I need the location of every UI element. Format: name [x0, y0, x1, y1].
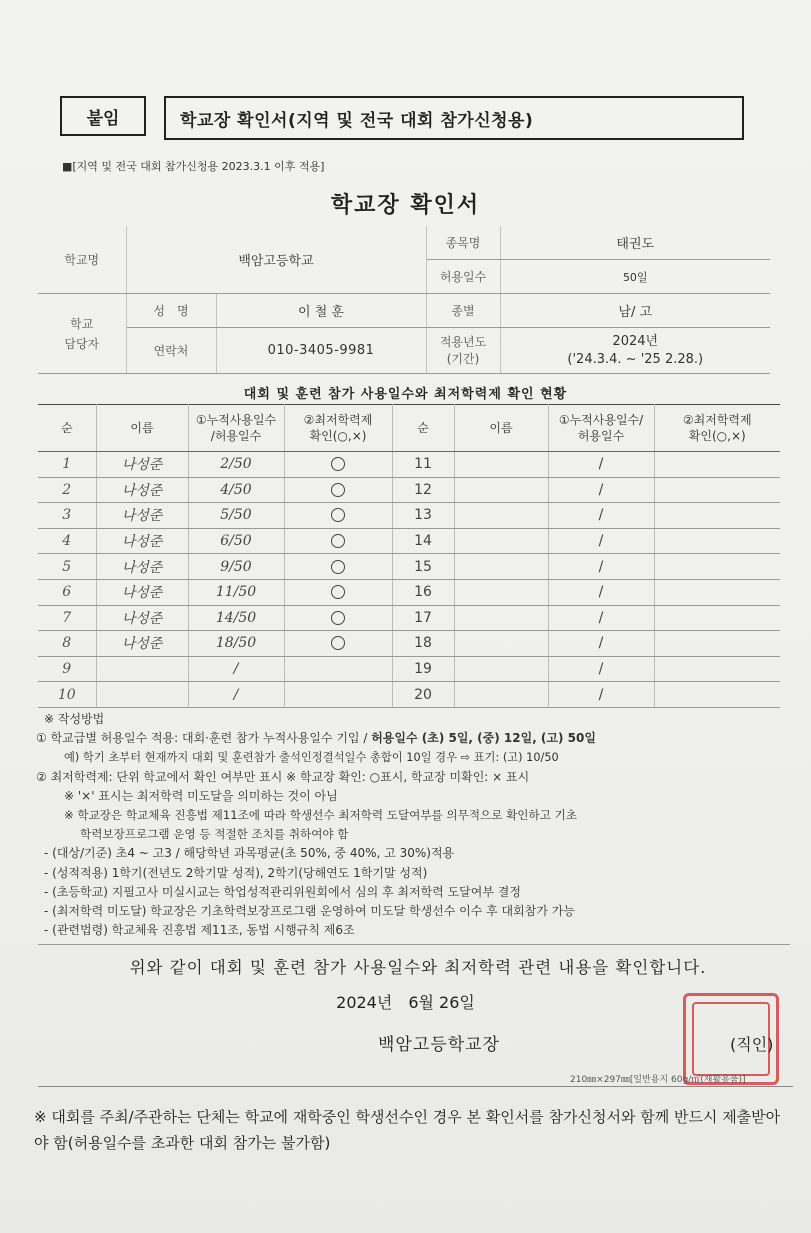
row-name — [454, 528, 548, 554]
row-no: 10 — [38, 682, 96, 708]
check-circle-icon — [331, 636, 345, 650]
row-check — [284, 452, 392, 478]
check-circle-icon — [331, 508, 345, 522]
row-no: 19 — [392, 656, 454, 682]
principal-name: 백암고등학교장 — [378, 1035, 500, 1055]
col-no-2: 순 — [392, 405, 454, 452]
row-name: 나성준 — [96, 579, 188, 605]
row-name — [454, 579, 548, 605]
table-row — [38, 631, 780, 657]
row-days: / — [548, 452, 654, 478]
writing-instructions — [36, 710, 796, 940]
contact-label: 연락처 — [126, 328, 216, 374]
row-name — [454, 656, 548, 682]
row-name — [454, 452, 548, 478]
check-circle-icon — [331, 457, 345, 471]
table-row — [38, 554, 780, 580]
row-check — [654, 554, 780, 580]
row-name: 나성준 — [96, 503, 188, 529]
period-value: ('24.3.4. ~ '25 2.28.) — [567, 351, 704, 367]
row-check — [654, 605, 780, 631]
note-1 — [36, 729, 796, 748]
note-9: - (관련법령) 학교체육 진흥법 제11조, 동법 시행규칙 제6조 — [44, 923, 355, 938]
row-days: 5/50 — [188, 503, 284, 529]
school-info-table — [38, 226, 770, 374]
row-no: 20 — [392, 682, 454, 708]
table-row — [38, 477, 780, 503]
note-1-example: 예) 학기 초부터 현재까지 대회 및 훈련참가 출석인정결석일수 총합이 10일 경우 ⇨ 표기: (고) 10/50 — [64, 751, 559, 765]
check-circle-icon — [331, 585, 345, 599]
footer-note: ※ 대회를 주최/주관하는 단체는 학교에 재학중인 학생선수인 경우 본 확인서를 참가신청서와 함께 반드시 제출받아야 함(허용일수를 초과한 대회 참가는 불가함) — [34, 1108, 781, 1152]
row-check — [284, 554, 392, 580]
row-check — [284, 579, 392, 605]
row-check — [284, 528, 392, 554]
manager-label: 학교 담당자 — [38, 294, 126, 374]
row-days: / — [548, 503, 654, 529]
check-circle-icon — [331, 611, 345, 625]
paper-size: 210㎜×297㎜[일반용지 60g/㎡(재활용품)] — [570, 1075, 746, 1085]
note-1-text: ① 학교급별 허용일수 적용: 대회·훈련 참가 누적사용일수 기입 / — [36, 731, 372, 746]
row-check — [654, 477, 780, 503]
year-cell — [500, 328, 770, 374]
note-1-bold: 허용일수 (초) 5일, (중) 12일, (고) 50일 — [371, 731, 596, 746]
row-no: 13 — [392, 503, 454, 529]
sport-label: 종목명 — [426, 226, 500, 260]
usage-table — [38, 404, 780, 708]
row-name: 나성준 — [96, 477, 188, 503]
row-name: 나성준 — [96, 528, 188, 554]
divider — [38, 1086, 793, 1087]
row-name: 나성준 — [96, 605, 188, 631]
note-4: ※ 학교장은 학교체육 진흥법 제11조에 따라 학생선수 최저학력 도달여부를 의무적으로 확인하고 기초 — [64, 808, 577, 823]
table-row — [38, 528, 780, 554]
category-value: 남/ 고 — [500, 294, 770, 328]
row-no: 5 — [38, 554, 96, 580]
row-days: / — [548, 605, 654, 631]
notes-heading: ※ 작성방법 — [44, 712, 105, 726]
row-no: 12 — [392, 477, 454, 503]
seal-label: (직인) — [730, 1035, 774, 1054]
row-check — [284, 656, 392, 682]
row-check — [284, 503, 392, 529]
attachment-label: 붙임 — [60, 96, 146, 136]
contact-value: 010-3405-9981 — [216, 328, 426, 374]
row-check — [284, 682, 392, 708]
row-no: 17 — [392, 605, 454, 631]
table-row — [38, 503, 780, 529]
row-days: 11/50 — [188, 579, 284, 605]
check-circle-icon — [331, 534, 345, 548]
row-name — [454, 554, 548, 580]
row-check — [654, 579, 780, 605]
row-name — [454, 605, 548, 631]
allowed-days-label: 허용일수 — [426, 260, 500, 294]
col-name: 이름 — [96, 405, 188, 452]
note-6: - (성적적용) 1학기(전년도 2학기말 성적), 2학기(당해연도 1학기말 성적) — [44, 865, 428, 880]
table-header-row — [38, 405, 780, 452]
row-name — [96, 682, 188, 708]
row-check — [654, 452, 780, 478]
row-no: 2 — [38, 477, 96, 503]
row-days: / — [548, 554, 654, 580]
row-no: 7 — [38, 605, 96, 631]
col-check: ②최저학력제 확인(○,×) — [284, 405, 392, 452]
confirm-statement: 위와 같이 대회 및 훈련 참가 사용일수와 최저학력 관련 내용을 확인합니다. — [129, 958, 707, 977]
row-name: 나성준 — [96, 631, 188, 657]
attachment-title: 학교장 확인서(지역 및 전국 대회 참가신청용) — [164, 96, 744, 140]
row-days: / — [548, 631, 654, 657]
row-days: / — [548, 528, 654, 554]
year-label: 적용년도 (기간) — [426, 328, 500, 374]
name-value: 이 철 훈 — [216, 294, 426, 328]
name-label: 성 명 — [126, 294, 216, 328]
row-no: 18 — [392, 631, 454, 657]
year-value: 2024년 — [612, 333, 659, 349]
note-4-cont: 학력보장프로그램 운영 등 적절한 조치를 취하여야 함 — [80, 827, 349, 842]
row-no: 6 — [38, 579, 96, 605]
row-name — [454, 682, 548, 708]
school-label: 학교명 — [38, 226, 126, 294]
row-name — [96, 656, 188, 682]
note-7: - (초등학교) 지필고사 미실시교는 학업성적관리위원회에서 심의 후 최저학력 도달여부 결정 — [44, 884, 521, 899]
category-label: 종별 — [426, 294, 500, 328]
check-circle-icon — [331, 560, 345, 574]
confirm-date: 2024년 6월 26일 — [336, 993, 475, 1012]
row-name — [454, 503, 548, 529]
row-name — [454, 631, 548, 657]
applied-note: ■[지역 및 전국 대회 참가신청용 2023.3.1 이후 적용] — [62, 160, 325, 173]
row-no: 11 — [392, 452, 454, 478]
row-check — [284, 477, 392, 503]
row-name — [454, 477, 548, 503]
row-check — [284, 631, 392, 657]
col-name-2: 이름 — [454, 405, 548, 452]
check-circle-icon — [331, 483, 345, 497]
table-row — [38, 605, 780, 631]
note-3: ※ '×' 표시는 최저학력 미도달을 의미하는 것이 아님 — [64, 788, 338, 803]
row-no: 1 — [38, 452, 96, 478]
row-days: / — [548, 656, 654, 682]
table-row — [38, 452, 780, 478]
row-name: 나성준 — [96, 452, 188, 478]
row-no: 9 — [38, 656, 96, 682]
col-days: ①누적사용일수 /허용일수 — [188, 405, 284, 452]
divider — [38, 944, 790, 945]
row-no: 8 — [38, 631, 96, 657]
row-no: 3 — [38, 503, 96, 529]
note-8: - (최저학력 미도달) 학교장은 기초학력보장프로그램 운영하여 미도달 학생선수 이수 후 대회참가 가능 — [44, 904, 575, 919]
col-check-2: ②최저학력제 확인(○,×) — [654, 405, 780, 452]
note-2: ② 최저학력제: 단위 학교에서 확인 여부만 표시 ※ 학교장 확인: ○표시, 학교장 미확인: × 표시 — [36, 769, 530, 784]
table-row — [38, 682, 780, 708]
col-no: 순 — [38, 405, 96, 452]
row-no: 15 — [392, 554, 454, 580]
row-check — [654, 656, 780, 682]
row-days: 9/50 — [188, 554, 284, 580]
row-days: 14/50 — [188, 605, 284, 631]
row-no: 14 — [392, 528, 454, 554]
row-days: / — [188, 682, 284, 708]
row-check — [654, 503, 780, 529]
row-days: / — [548, 579, 654, 605]
row-no: 4 — [38, 528, 96, 554]
allowed-days-value: 50일 — [500, 260, 770, 294]
school-value: 백암고등학교 — [126, 226, 426, 294]
row-days: 6/50 — [188, 528, 284, 554]
row-days: / — [548, 477, 654, 503]
row-days: / — [188, 656, 284, 682]
row-check — [654, 631, 780, 657]
row-days: 2/50 — [188, 452, 284, 478]
table-row — [38, 656, 780, 682]
row-check — [654, 528, 780, 554]
table-row — [38, 579, 780, 605]
section-title: 대회 및 훈련 참가 사용일수와 최저학력제 확인 현황 — [243, 387, 568, 402]
row-days: 4/50 — [188, 477, 284, 503]
note-5: - (대상/기준) 초4 ~ 고3 / 해당학년 과목평균(초 50%, 중 40%, 고 30%)적용 — [44, 846, 455, 861]
page-title: 학교장 확인서 — [330, 193, 481, 218]
sport-value: 태권도 — [500, 226, 770, 260]
row-days: / — [548, 682, 654, 708]
row-days: 18/50 — [188, 631, 284, 657]
row-no: 16 — [392, 579, 454, 605]
row-check — [284, 605, 392, 631]
row-name: 나성준 — [96, 554, 188, 580]
row-check — [654, 682, 780, 708]
col-days-2: ①누적사용일수/ 허용일수 — [548, 405, 654, 452]
attachment-header — [60, 96, 744, 142]
